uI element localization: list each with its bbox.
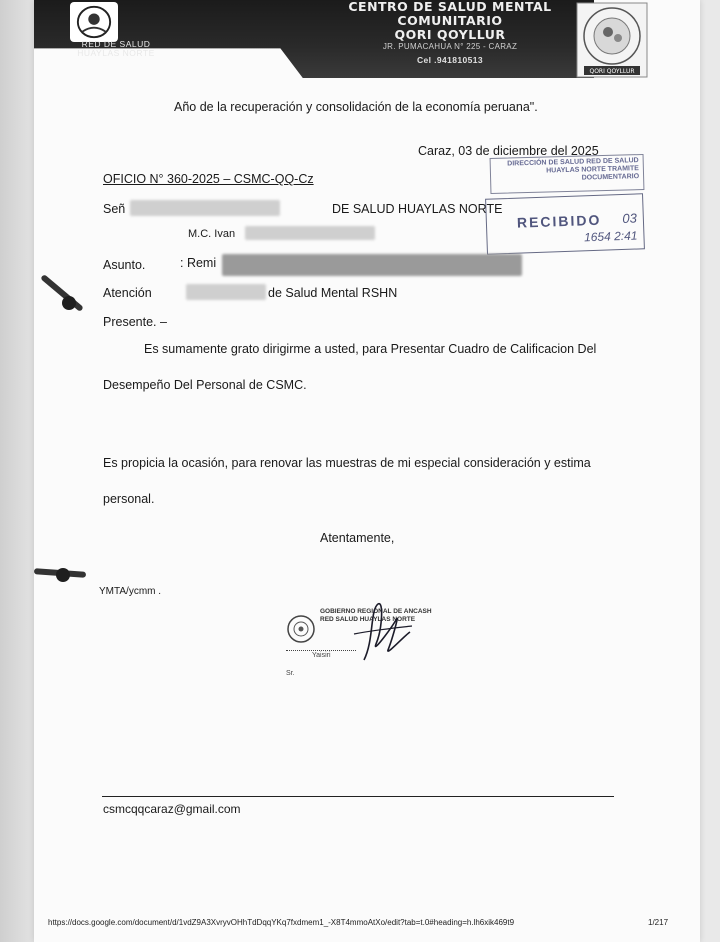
- shield-logo-icon: [75, 4, 113, 40]
- health-center-seal-icon: [576, 2, 648, 78]
- signature-institution: GOBIERNO REGIONAL DE ANCASH RED SALUD HUAYLAS NORTE: [320, 608, 432, 623]
- binder-clip-knob: [56, 568, 70, 582]
- received-stamp: [485, 193, 645, 254]
- right-logo-banner: QORI QOYLLUR: [589, 68, 635, 75]
- signature-block: [284, 604, 464, 684]
- asunto-value: : Remi: [180, 256, 217, 270]
- asunto-label: Asunto.: [103, 258, 146, 272]
- letterhead-title: [300, 0, 600, 42]
- handwritten-signature-icon: [344, 600, 414, 664]
- paragraph-2-line-1: Es propicia la ocasión, para renovar las muestras de mi especial consideración y estima: [103, 456, 591, 470]
- atencion-value: de Salud Mental RSHN: [268, 286, 398, 300]
- atencion-label: Atención: [103, 286, 152, 300]
- received-label: RECIBIDO: [516, 211, 602, 231]
- redacted-block: [222, 254, 522, 276]
- government-seal-icon: [286, 614, 316, 644]
- received-number: 1654 2:41: [583, 228, 638, 245]
- year-motto: Año de la recuperación y consolidación de la economía peruana".: [174, 100, 538, 114]
- redacted-block: [130, 200, 280, 216]
- right-logo: [576, 2, 648, 78]
- recipient-label: Señ: [103, 202, 126, 216]
- paragraph-1-line-2: Desempeño Del Personal de CSMC.: [103, 378, 307, 392]
- redacted-block: [245, 226, 375, 240]
- binder-clip-knob: [62, 296, 76, 310]
- initials: YMTA/ycmm .: [99, 586, 162, 597]
- left-logo-caption: RED DE SALUD HUAYLAS NORTE: [77, 39, 155, 58]
- paragraph-1-line-1: Es sumamente grato dirigirme a usted, para Presentar Cuadro de Calificacion Del: [144, 342, 597, 356]
- redacted-block: [186, 284, 266, 300]
- letter-date: Caraz, 03 de diciembre del 2025: [418, 144, 599, 158]
- recipient-name: M.C. Ivan: [188, 228, 236, 240]
- reference-number: OFICIO N° 360-2025 – CSMC-QQ-Cz: [103, 172, 314, 186]
- title-line-1: CENTRO DE SALUD MENTAL: [348, 0, 552, 14]
- signer-title: Sr.: [286, 670, 295, 677]
- signature-line: [286, 650, 356, 651]
- scan-background-edge: [0, 0, 34, 942]
- received-doc: 03: [622, 210, 638, 226]
- print-url: https://docs.google.com/document/d/1vdZ9A3XvryvOHhTdDqqYKq7fxdmem1_-X8T4mmoAtXo/edit?tab=t.0#heading=h.lh6xik469t9: [48, 918, 515, 927]
- recipient-institution: DE SALUD HUAYLAS NORTE: [332, 202, 503, 216]
- presente: Presente. –: [103, 315, 167, 329]
- footer-email: csmcqqcaraz@gmail.com: [103, 802, 241, 816]
- office-stamp: DIRECCIÓN DE SALUD RED DE SALUD HUAYLAS NORTE TRAMITE DOCUMENTARIO: [490, 154, 645, 194]
- letterhead-phone: Cel .941810513: [416, 55, 484, 65]
- signer-name: Yaisiri: [312, 652, 331, 659]
- title-line-3: QORI QOYLLUR: [394, 27, 506, 42]
- paragraph-2-line-2: personal.: [103, 492, 155, 506]
- print-page-number: 1/217: [648, 918, 669, 927]
- left-logo: [70, 2, 118, 42]
- footer-divider: [102, 796, 614, 797]
- letterhead-address: JR. PUMACAHUA N° 225 - CARAZ: [382, 42, 518, 51]
- closing: Atentamente,: [320, 531, 395, 545]
- document-page: [34, 0, 700, 942]
- title-line-2: COMUNITARIO: [397, 13, 503, 28]
